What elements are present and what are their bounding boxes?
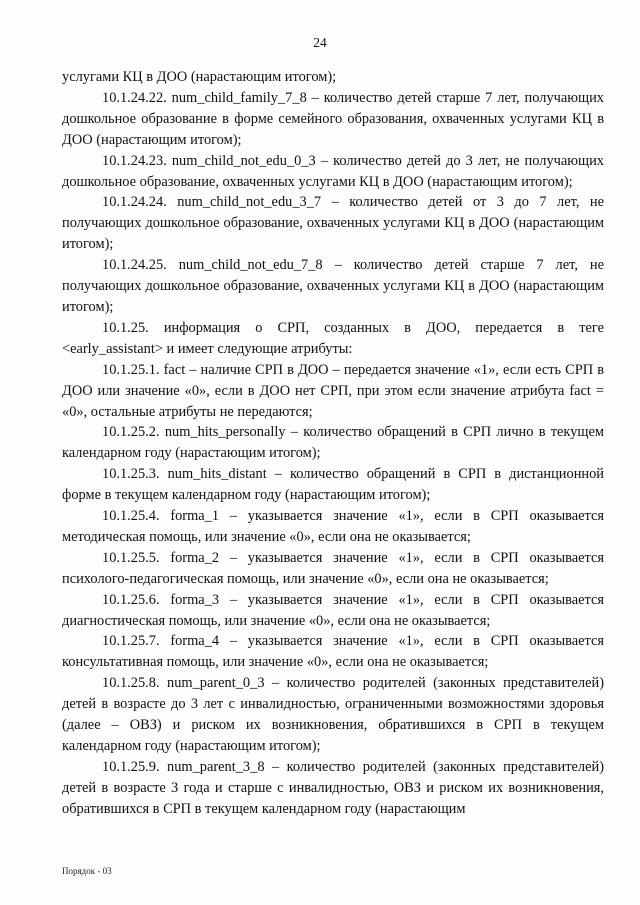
page-number: 24: [313, 35, 327, 50]
paragraph-10-1-25: 10.1.25. информация о СРП, созданных в ДОО, передается в теге <early_assistant> и имеет следующие атрибуты:: [62, 319, 604, 357]
paragraph-10-1-25-3: 10.1.25.3. num_hits_distant – количество обращений в СРП в дистанционной форме в текущем календарном году (нарастающим итогом);: [62, 466, 604, 504]
paragraph-10-1-25-7: 10.1.25.7. forma_4 – указывается значение «1», если в СРП оказывается консультативная помощь, или значение «0», если она не оказывается;: [62, 633, 604, 671]
paragraph-10-1-25-8: 10.1.25.8. num_parent_0_3 – количество родителей (законных представителей) детей в возрасте до 3 лет с инвалидностью, ограниченными возможностями здоровья (далее – ОВЗ) и риском их возникновения, обратившихся в СРП в текущем календарном году (нарастающим итогом);: [62, 675, 604, 754]
paragraph-10-1-25-4: 10.1.25.4. forma_1 – указывается значение «1», если в СРП оказывается методическая помощь, или значение «0», если она не оказывается;: [62, 508, 604, 545]
paragraph-10-1-24-23: 10.1.24.23. num_child_not_edu_0_3 – количество детей до 3 лет, не получающих дошкольное образование, охваченных услугами КЦ в ДОО (нарастающим итогом);: [62, 152, 604, 190]
paragraph-10-1-25-5: 10.1.25.5. forma_2 – указывается значение «1», если в СРП оказывается психолого-педагогическая помощь, или значение «0», если она не оказывается;: [62, 549, 604, 587]
paragraph-10-1-25-1: 10.1.25.1. fact – наличие СРП в ДОО – передается значение «1», если есть СРП в ДОО или значение «0», если в ДОО нет СРП, при этом если значение атрибута fact = «0», остальные атрибуты не передаются;: [62, 361, 604, 420]
paragraph-10-1-25-2: 10.1.25.2. num_hits_personally – количество обращений в СРП лично в текущем календарном году (нарастающим итогом);: [62, 424, 604, 462]
paragraph-continuation: услугами КЦ в ДОО (нарастающим итогом);: [62, 69, 337, 85]
paragraph-10-1-24-25: 10.1.24.25. num_child_not_edu_7_8 – количество детей старше 7 лет, не получающих дошкольное образование, охваченных услугами КЦ в ДОО (нарастающим итогом);: [62, 257, 604, 315]
document-body: [62, 67, 604, 820]
paragraph-10-1-24-22: 10.1.24.22. num_child_family_7_8 – количество детей старше 7 лет, получающих дошкольное образование в форме семейного образования, охваченных услугами КЦ в ДОО (нарастающим итогом);: [62, 89, 604, 148]
paragraph-10-1-25-9: 10.1.25.9. num_parent_3_8 – количество родителей (законных представителей) детей в возрасте 3 года и старше с инвалидностью, ОВЗ и риском их возникновения, обратившихся в СРП в текущем календарном году (нарастающим: [62, 758, 604, 817]
paragraph-10-1-24-24: 10.1.24.24. num_child_not_edu_3_7 – количество детей от 3 до 7 лет, не получающих дошкольное образование, охваченных услугами КЦ в ДОО (нарастающим итогом);: [62, 194, 604, 253]
paragraph-10-1-25-6: 10.1.25.6. forma_3 – указывается значение «1», если в СРП оказывается диагностическая помощь, или значение «0», если она не оказывается;: [62, 591, 604, 629]
footer-label: Порядок - 03: [62, 866, 112, 876]
